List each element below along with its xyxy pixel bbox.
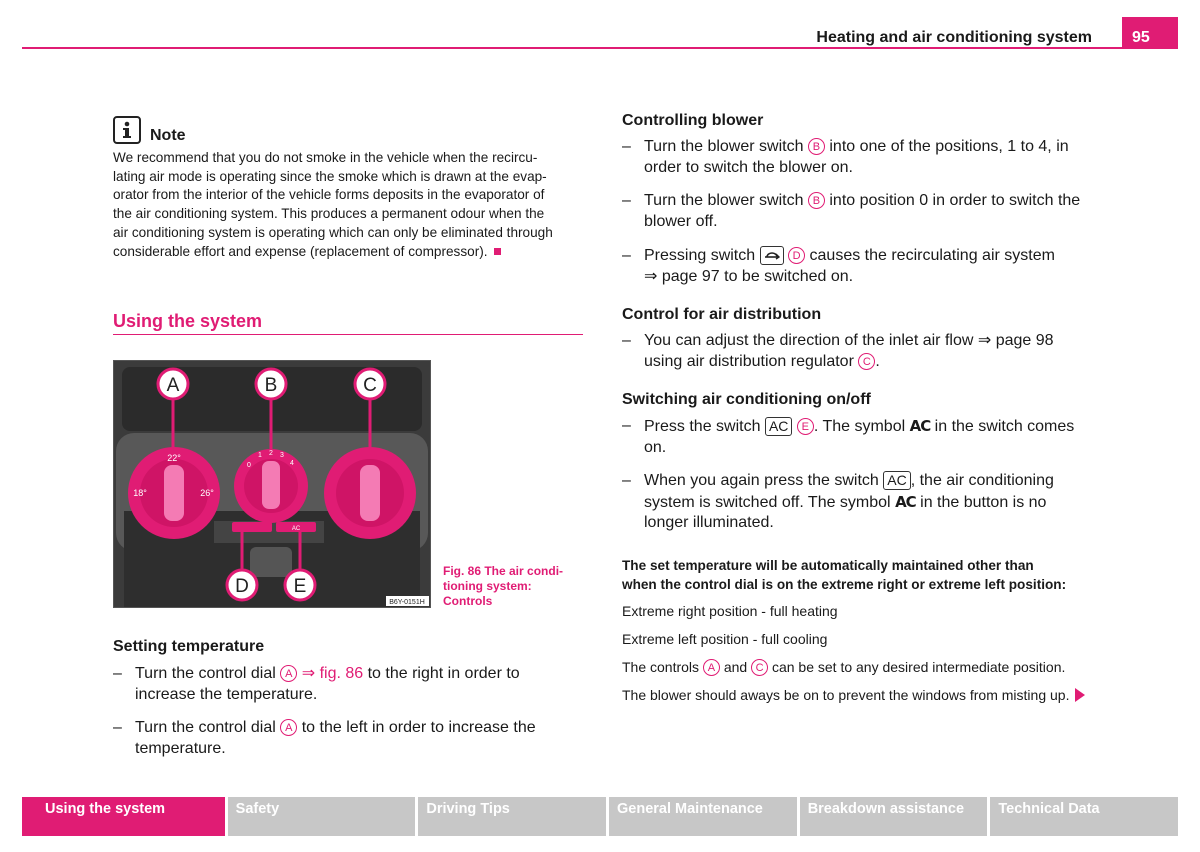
note-line: We recommend that you do not smoke in the vehicle when the recircu-	[113, 150, 538, 165]
tab-breakdown-assistance[interactable]: Breakdown assistance	[800, 797, 988, 836]
note-line: lating air mode is operating since the smoke which is drawn at the evap-	[113, 168, 547, 184]
text: . The symbol	[813, 418, 906, 435]
text: system is switched off. The symbol	[644, 493, 891, 511]
ref-b: B	[808, 138, 825, 155]
text: Press the switch	[644, 418, 761, 435]
label-a: A	[166, 375, 180, 396]
figure-caption-line: Controls	[443, 594, 493, 608]
list-item: – Press the switch AC E . The symbol AC in the switch comes on.	[622, 417, 1075, 456]
paragraph	[622, 687, 1085, 703]
paragraph: Extreme left position - full cooling	[622, 631, 828, 647]
recirculation-button	[232, 522, 272, 532]
dial-a-mark-top: 22°	[167, 453, 181, 463]
ac-symbol: AC	[895, 492, 916, 511]
figure-air-conditioning-controls	[113, 360, 431, 608]
ref-e: E	[797, 418, 814, 435]
ac-key: AC	[765, 417, 792, 436]
text: to the left in order to increase the	[301, 719, 536, 736]
text: using air distribution regulator	[644, 352, 854, 370]
text: Pressing switch	[644, 247, 756, 264]
text: ⇒ page 97 to be switched on.	[644, 267, 854, 285]
end-square-icon	[494, 248, 501, 255]
text: and	[723, 659, 748, 675]
note-line-text: considerable effort and expense (replacement of compressor).	[113, 243, 488, 259]
dial-a-mark-right: 26°	[200, 488, 214, 498]
bottom-nav	[22, 797, 1178, 836]
note-line: orator from the interior of the vehicle forms deposits in the evaporator of	[113, 187, 545, 203]
dial-b-mark: 3	[280, 452, 284, 459]
label-d: D	[235, 576, 249, 597]
ref-b: B	[808, 192, 825, 209]
figure-code: B6Y-0151H	[389, 599, 425, 606]
text: in the button is no	[920, 493, 1047, 511]
ac-key: AC	[883, 471, 910, 490]
note-title: Note	[150, 127, 186, 144]
list-item: – When you again press the switch AC , the air conditioning system is switched off. The symbol AC in the button is no longer illuminated.	[622, 472, 1054, 531]
controlling-blower-heading: Controlling blower	[622, 112, 764, 129]
ref-a: A	[703, 659, 720, 676]
list-item: – Turn the blower switch B into position 0 in order to switch the blower off.	[622, 192, 1081, 230]
ref-d: D	[788, 247, 805, 264]
figure-caption-line: tioning system:	[443, 579, 532, 593]
ac-button-label: AC	[291, 526, 301, 532]
tab-driving-tips[interactable]: Driving Tips	[418, 797, 606, 836]
header-rule	[22, 47, 1178, 49]
text: longer illuminated.	[644, 514, 774, 531]
air-conditioning-heading: Switching air conditioning on/off	[622, 391, 871, 408]
label-c: C	[363, 375, 377, 396]
text: can be set to any desired intermediate position.	[771, 659, 1066, 675]
ref-c: C	[751, 659, 768, 676]
text: into one of the positions, 1 to 4, in	[829, 138, 1069, 155]
text: You can adjust the direction of the inlet air flow ⇒ page 98	[644, 332, 1054, 349]
text: The blower should aways be on to prevent the windows from misting up.	[622, 687, 1070, 703]
text: temperature.	[135, 739, 226, 757]
text: Turn the blower switch	[644, 138, 804, 155]
temperature-note-line: The set temperature will be automatically maintained other than	[622, 558, 1034, 573]
temperature-note-line: when the control dial is on the extreme right or extreme left position:	[622, 577, 1067, 592]
tab-general-maintenance[interactable]: General Maintenance	[609, 797, 797, 836]
dial-b-mark: 1	[258, 452, 262, 459]
recirculation-icon	[760, 246, 784, 265]
paragraph	[622, 659, 1065, 676]
list-item: – Turn the control dial A to the left in order to increase the temperature.	[113, 719, 536, 757]
list-item: – Turn the blower switch B into one of the positions, 1 to 4, in order to switch the blower on.	[622, 138, 1069, 176]
dial-b-mark: 2	[269, 450, 273, 457]
figure-caption-line: Fig. 86 The air condi-	[443, 564, 564, 578]
list-item: – Turn the control dial A ⇒ fig. 86 to the right in order to increase the temperature.	[113, 665, 520, 703]
text: order to switch the blower on.	[644, 158, 853, 176]
text: , the air conditioning	[910, 472, 1054, 489]
dial-b-mark: 0	[247, 462, 251, 469]
label-b: B	[264, 375, 278, 396]
text: increase the temperature.	[135, 685, 318, 703]
text: causes the recirculating air system	[809, 247, 1055, 264]
setting-temperature-heading: Setting temperature	[113, 638, 265, 655]
note-line	[113, 243, 583, 262]
text: blower off.	[644, 212, 718, 230]
page-number: 95	[1122, 17, 1178, 49]
dial-b-mark: 4	[290, 460, 294, 467]
text: The controls	[622, 659, 700, 675]
text: to the right in order to	[367, 665, 520, 682]
ac-symbol: AC	[909, 417, 931, 435]
tab-technical-data[interactable]: Technical Data	[990, 797, 1178, 836]
tab-safety[interactable]: Safety	[228, 797, 416, 836]
text: on.	[644, 438, 667, 456]
ref-a: A	[280, 665, 297, 682]
note-text	[113, 149, 583, 261]
continue-arrow-icon	[1075, 688, 1085, 702]
text: Turn the control dial	[135, 665, 276, 682]
info-note-icon	[113, 116, 141, 144]
text: into position 0 in order to switch the	[829, 192, 1081, 209]
list-item: – You can adjust the direction of the inlet air flow ⇒ page 98 using air distribution regulator C .	[622, 332, 1054, 370]
note-line: the air conditioning system. This produces a permanent odour when the	[113, 206, 545, 222]
paragraph: Extreme right position - full heating	[622, 603, 838, 619]
fig-86-link[interactable]: ⇒ fig. 86	[301, 665, 364, 682]
note-line: air conditioning system is operating which can only be eliminated through	[113, 224, 553, 240]
section-title: Using the system	[113, 311, 263, 331]
text: in the switch comes	[934, 418, 1075, 435]
air-distribution-heading: Control for air distribution	[622, 306, 822, 323]
temperature-note	[622, 556, 1102, 594]
page-header-title: Heating and air conditioning system	[816, 29, 1092, 46]
ref-c: C	[858, 353, 875, 370]
label-e: E	[293, 576, 307, 597]
controls-illustration	[114, 361, 430, 607]
text: .	[875, 352, 880, 370]
text: Turn the control dial	[135, 719, 276, 736]
text: When you again press the switch	[644, 472, 879, 489]
text: Turn the blower switch	[644, 192, 804, 209]
tab-using-the-system[interactable]: Using the system	[22, 797, 225, 836]
ref-a: A	[280, 719, 297, 736]
figure-caption	[443, 564, 583, 609]
dial-a-mark-left: 18°	[133, 488, 147, 498]
section-rule	[113, 334, 583, 335]
list-item: – Pressing switch D causes the recirculating air system ⇒ page 97 to be switched on.	[622, 247, 1055, 285]
